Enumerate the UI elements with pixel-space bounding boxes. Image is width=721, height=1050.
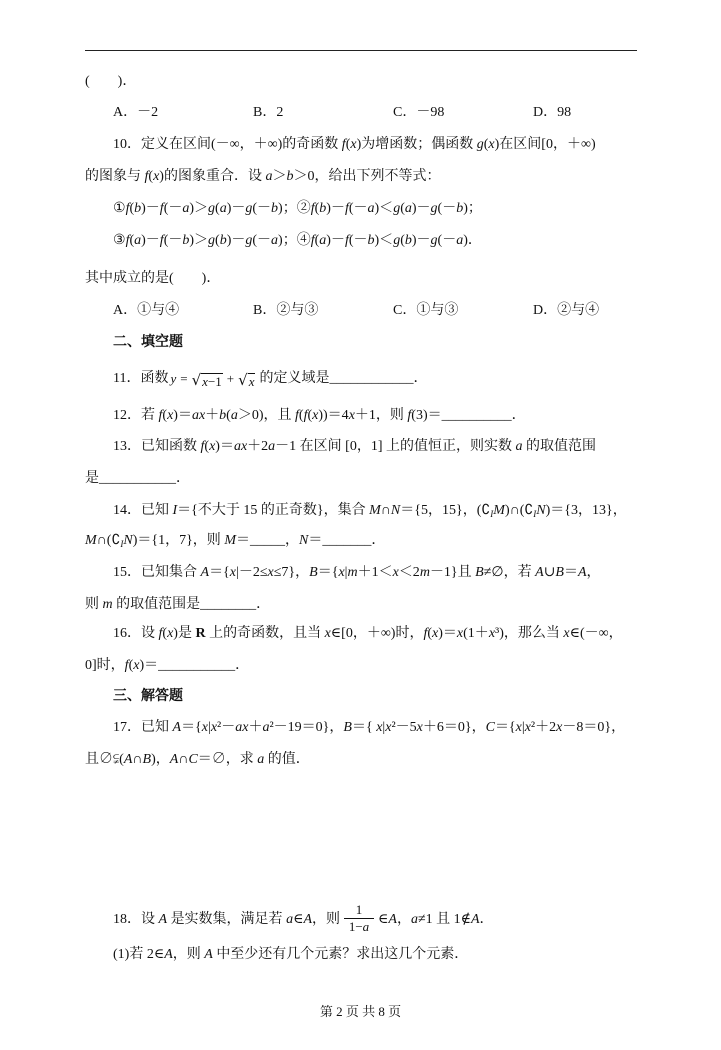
q11-radical-1 bbox=[192, 372, 223, 389]
q16-line-1: 16．设 f(x)是 R 上的奇函数，且当 x∈[0，＋∞)时，f(x)＝x(1＋x³)，那么当 x∈(－∞， bbox=[113, 626, 623, 641]
q10-options bbox=[0, 301, 721, 321]
q17-line-2: 且∅⫋(A∩B)，A∩C＝∅，求 a 的值． bbox=[85, 752, 310, 767]
q11-formula-equals: = bbox=[180, 371, 188, 386]
header-rule bbox=[85, 50, 637, 51]
q10-prompt: 其中成立的是( )． bbox=[85, 271, 221, 286]
q10-inequalities-1-2: ①f(b)－f(－a)＞g(a)－g(－b)；②f(b)－f(－a)＜g(a)－g(－b)； bbox=[113, 201, 482, 216]
q10-option-c: C．①与③ bbox=[393, 303, 459, 318]
q10-option-b: B．②与③ bbox=[253, 303, 319, 318]
q11-radicand-1: x−1 bbox=[202, 374, 222, 389]
q11-end: ． bbox=[413, 371, 428, 386]
q18-suffix: ∈A，a≠1 且 1∉A． bbox=[378, 912, 494, 927]
q11-radicand-2: x bbox=[248, 374, 255, 389]
q11-answer-blank: ____________ bbox=[329, 371, 414, 386]
radical-sign: √ bbox=[238, 371, 248, 389]
q10-option-d: D．②与④ bbox=[533, 303, 600, 318]
q11-suffix: 的定义域是 bbox=[259, 371, 330, 386]
q10-line-1: 10．定义在区间(－∞，＋∞)的奇函数 f(x)为增函数；偶函数 g(x)在区间[0，＋∞) bbox=[113, 137, 596, 152]
q9-option-a: A．－2 bbox=[113, 105, 159, 120]
q9-option-b: B．2 bbox=[253, 105, 284, 120]
q11-formula-lhs: y bbox=[170, 371, 177, 386]
q10-line-2: 的图象与 f(x)的图象重合．设 a＞b＞0，给出下列不等式： bbox=[85, 169, 441, 184]
q14-line-2: $M\cap(∁_IN)=\{1$，7}，则 M＝_____，N＝_______． bbox=[85, 533, 386, 549]
q11-formula-plus: + bbox=[226, 371, 235, 386]
q10-option-a: A．①与④ bbox=[113, 303, 180, 318]
radical-sign: √ bbox=[191, 371, 202, 389]
q11-formula bbox=[170, 369, 255, 389]
section-heading-fill-in: 二、填空题 bbox=[113, 335, 183, 350]
q13-line-2: 是___________． bbox=[85, 471, 190, 486]
q18-fraction-denominator: 1−a bbox=[348, 918, 370, 934]
q11-prefix: 11．函数 bbox=[113, 371, 169, 386]
q18-prefix: 18．设 A 是实数集，满足若 a∈A，则 bbox=[113, 912, 340, 927]
q9-answer-paren: ( )． bbox=[85, 74, 137, 89]
section-heading-answer: 三、解答题 bbox=[113, 689, 183, 704]
q9-option-c: C．－98 bbox=[393, 105, 445, 120]
q9-option-d: D．98 bbox=[533, 105, 572, 120]
q18-fraction bbox=[344, 902, 374, 935]
q9-options bbox=[0, 103, 721, 123]
q17-line-1: 17．已知 A＝{x|x²－ax＋a²－19＝0}，B＝{ x|x²－5x＋6＝0}，C＝{x|x²＋2x－8＝0}， bbox=[113, 720, 626, 735]
q18-line-1 bbox=[113, 898, 494, 938]
page-footer: 第 2 页 共 8 页 bbox=[319, 1004, 402, 1019]
q15-line-2: 则 m 的取值范围是________． bbox=[85, 597, 271, 612]
q11-radical-2 bbox=[238, 372, 255, 389]
q18-fraction-numerator: 1 bbox=[344, 902, 374, 919]
q12-line: 12．若 f(x)＝ax＋b(a＞0)，且 f(f(x))＝4x＋1，则 f(3)＝__________． bbox=[113, 408, 526, 423]
q10-inequalities-3-4: ③f(a)－f(－b)＞g(b)－g(－a)；④f(a)－f(－b)＜g(b)－g(－a)． bbox=[113, 233, 482, 248]
q16-line-2: 0]时，f(x)＝___________． bbox=[85, 658, 250, 673]
q14-line-1: 14．已知 I＝{不大于 15 的正奇数}，集合 M∩N＝{5，15}，$(∁_IM)\cap(∁_IN)=\{3$，13}， bbox=[113, 503, 627, 519]
q15-line-1: 15．已知集合 A＝{x|－2≤x≤7}，B＝{x|m＋1＜x＜2m－1}且 B≠∅，若 A∪B＝A， bbox=[113, 565, 601, 580]
q11-line bbox=[113, 369, 427, 389]
q18-part-1: (1)若 2∈A，则 A 中至少还有几个元素？求出这几个元素． bbox=[113, 947, 469, 962]
q13-line-1: 13．已知函数 f(x)＝ax＋2a－1 在区间 [0，1] 上的值恒正，则实数 a 的取值范围 bbox=[113, 439, 596, 454]
